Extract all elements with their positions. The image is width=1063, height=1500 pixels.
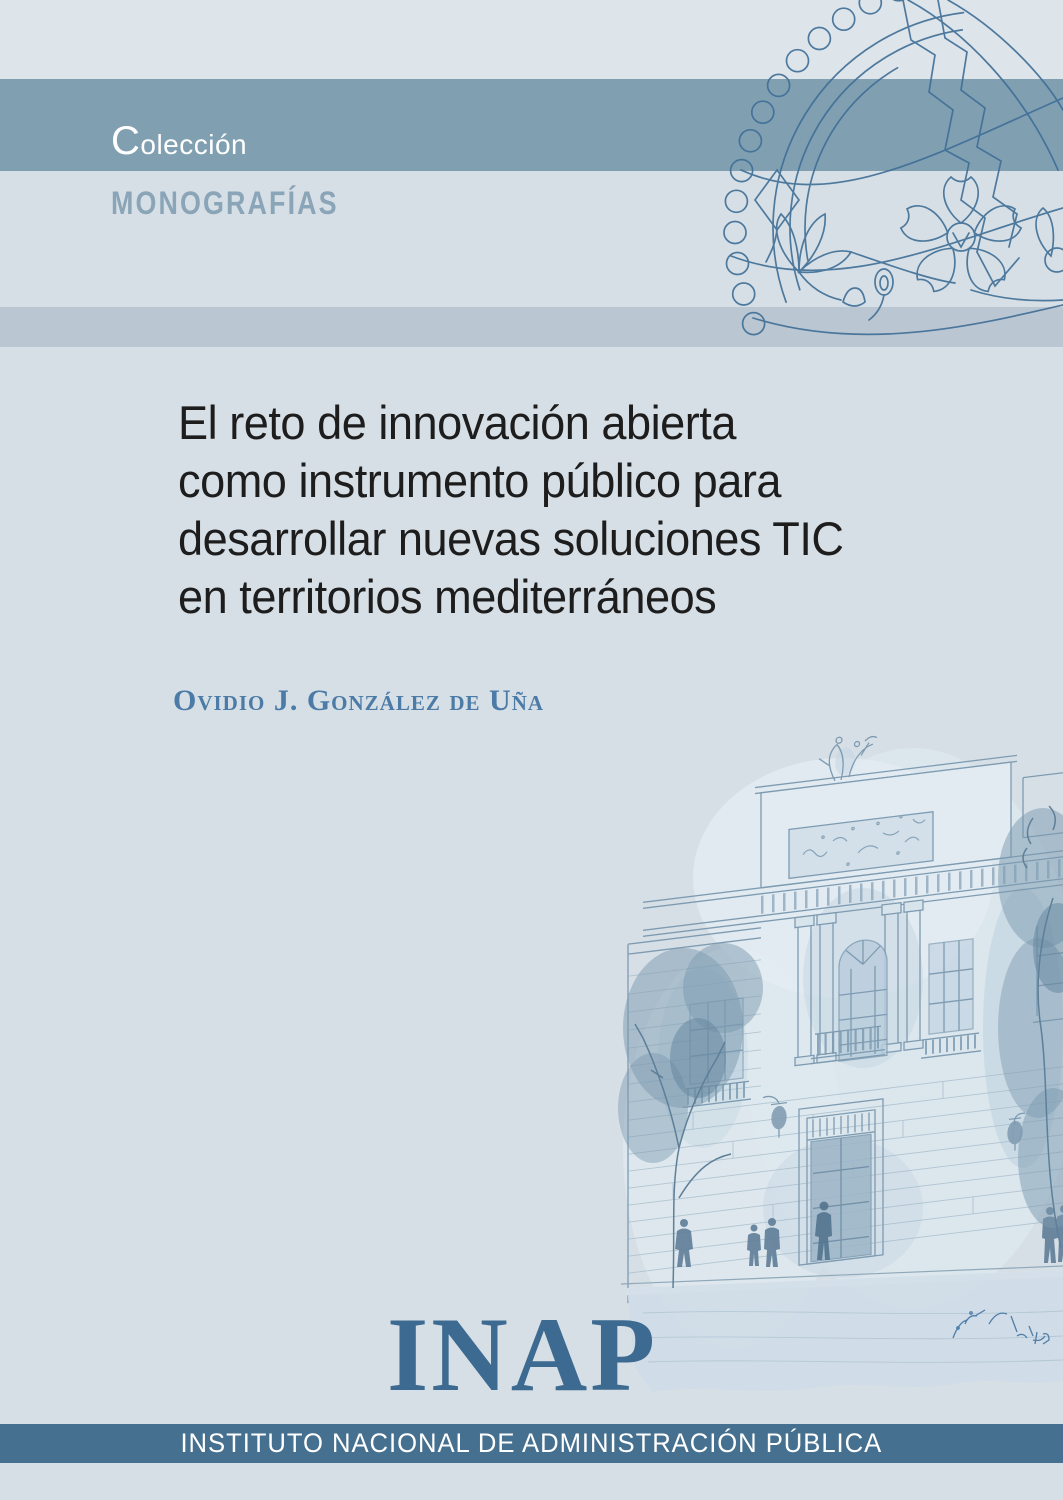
floral-ornament-icon xyxy=(603,0,1063,340)
circle-ring xyxy=(724,0,939,335)
partial-flower xyxy=(1036,208,1063,272)
flower xyxy=(899,177,1024,296)
title-line-1: El reto de innovación abierta xyxy=(178,396,736,449)
title-line-4: en territorios mediterráneos xyxy=(178,570,717,623)
title-line-3: desarrollar nuevas soluciones TIC xyxy=(178,512,844,565)
series-name: MONOGRAFÍAS xyxy=(111,185,339,221)
book-title xyxy=(178,394,843,626)
title-line-2: como instrumento público para xyxy=(178,454,782,507)
collection-label: Colección xyxy=(111,119,248,163)
institute-name: INSTITUTO NACIONAL DE ADMINISTRACIÓN PÚBLICA xyxy=(180,1428,883,1458)
author-name: Ovidio J. González de Uña xyxy=(173,684,545,717)
leaf-cluster xyxy=(777,214,865,306)
inap-logo: INAP xyxy=(386,1296,659,1413)
institute-band xyxy=(0,1424,1063,1463)
